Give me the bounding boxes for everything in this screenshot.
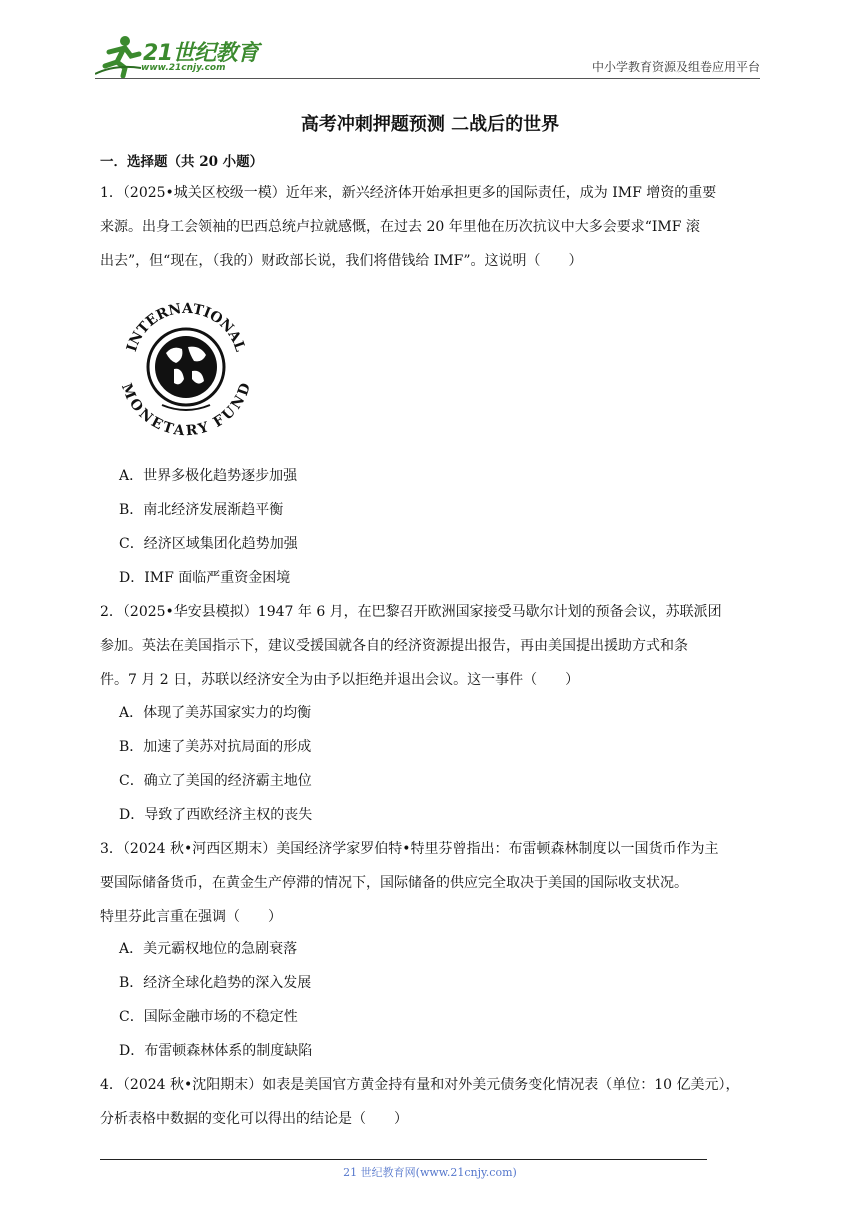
question-line: 来源。出身工会领袖的巴西总统卢拉就感慨，在过去 20 年里他在历次抗议中大多会要求“IMF 滚 [100,219,700,235]
question-line: 分析表格中数据的变化可以得出的结论是（ ） [100,1111,408,1127]
section-heading: 一．选择题（共 20 小题） [100,154,264,170]
page-title: 高考冲刺押题预测 二战后的世界 [300,114,560,135]
option-a: A．体现了美苏国家实力的均衡 [119,705,312,721]
runner-logo-icon [95,34,143,78]
question-line: 特里芬此言重在强调（ ） [100,909,282,925]
question-line: 1．（2025•城关区校级一模）近年来，新兴经济体开始承担更多的国际责任，成为 IMF 增资的重要 [100,185,717,201]
option-b: B．南北经济发展渐趋平衡 [119,502,284,518]
question-4 [100,1068,764,1136]
option-c: C．确立了美国的经济霸主地位 [119,773,312,789]
option-b: B．加速了美苏对抗局面的形成 [119,739,312,755]
question-line: 件。7 月 2 日，苏联以经济安全为由予以拒绝并退出会议。这一事件（ ） [100,672,580,688]
imf-logo-bottom-text: MONETARY FUND [118,381,254,440]
page-header [95,34,760,80]
footer-divider [100,1159,707,1160]
site-logo [95,34,265,78]
option-d: D．IMF 面临严重资金困境 [119,570,291,586]
question-line: 3．（2024 秋•河西区期末）美国经济学家罗伯特•特里芬曾指出：布雷顿森林制度以一国货币作为主 [100,841,719,857]
imf-logo-top-text: INTERNATIONAL [123,300,249,354]
question-line: 4．（2024 秋•沈阳期末）如表是美国官方黄金持有量和对外美元债务变化情况表（单位：10 亿美元）， [100,1077,740,1093]
option-c: C．经济区域集团化趋势加强 [119,536,298,552]
question-line: 2．（2025•华安县模拟）1947 年 6 月，在巴黎召开欧洲国家接受马歇尔计划的预备会议，苏联派团 [100,604,722,620]
option-d: D．布雷顿森林体系的制度缺陷 [119,1043,313,1059]
header-divider [95,78,760,79]
logo-url: www.21cnjy.com [141,63,226,73]
platform-label: 中小学教育资源及组卷应用平台 [591,60,760,74]
page-footer: 21 世纪教育网(www.21cnjy.com) [343,1166,517,1179]
option-a: A．世界多极化趋势逐步加强 [119,468,298,484]
option-a: A．美元霸权地位的急剧衰落 [119,941,298,957]
question-line: 要国际储备货币，在黄金生产停滞的情况下，国际储备的供应完全取决于美国的国际收支状况。 [100,875,688,891]
option-b: B．经济全球化趋势的深入发展 [119,975,312,991]
imf-logo-image [118,287,254,443]
option-c: C．国际金融市场的不稳定性 [119,1009,298,1025]
question-line: 出去”，但“现在，（我的）财政部长说，我们将借钱给 IMF”。这说明（ ） [100,253,583,269]
question-1 [100,176,764,278]
question-2 [100,595,764,697]
question-line: 参加。英法在美国指示下，建议受援国就各自的经济资源提出报告，再由美国提出援助方式和条 [100,638,688,654]
option-d: D．导致了西欧经济主权的丧失 [119,807,313,823]
question-3 [100,832,764,934]
logo-text: 21世纪教育 [143,41,259,66]
